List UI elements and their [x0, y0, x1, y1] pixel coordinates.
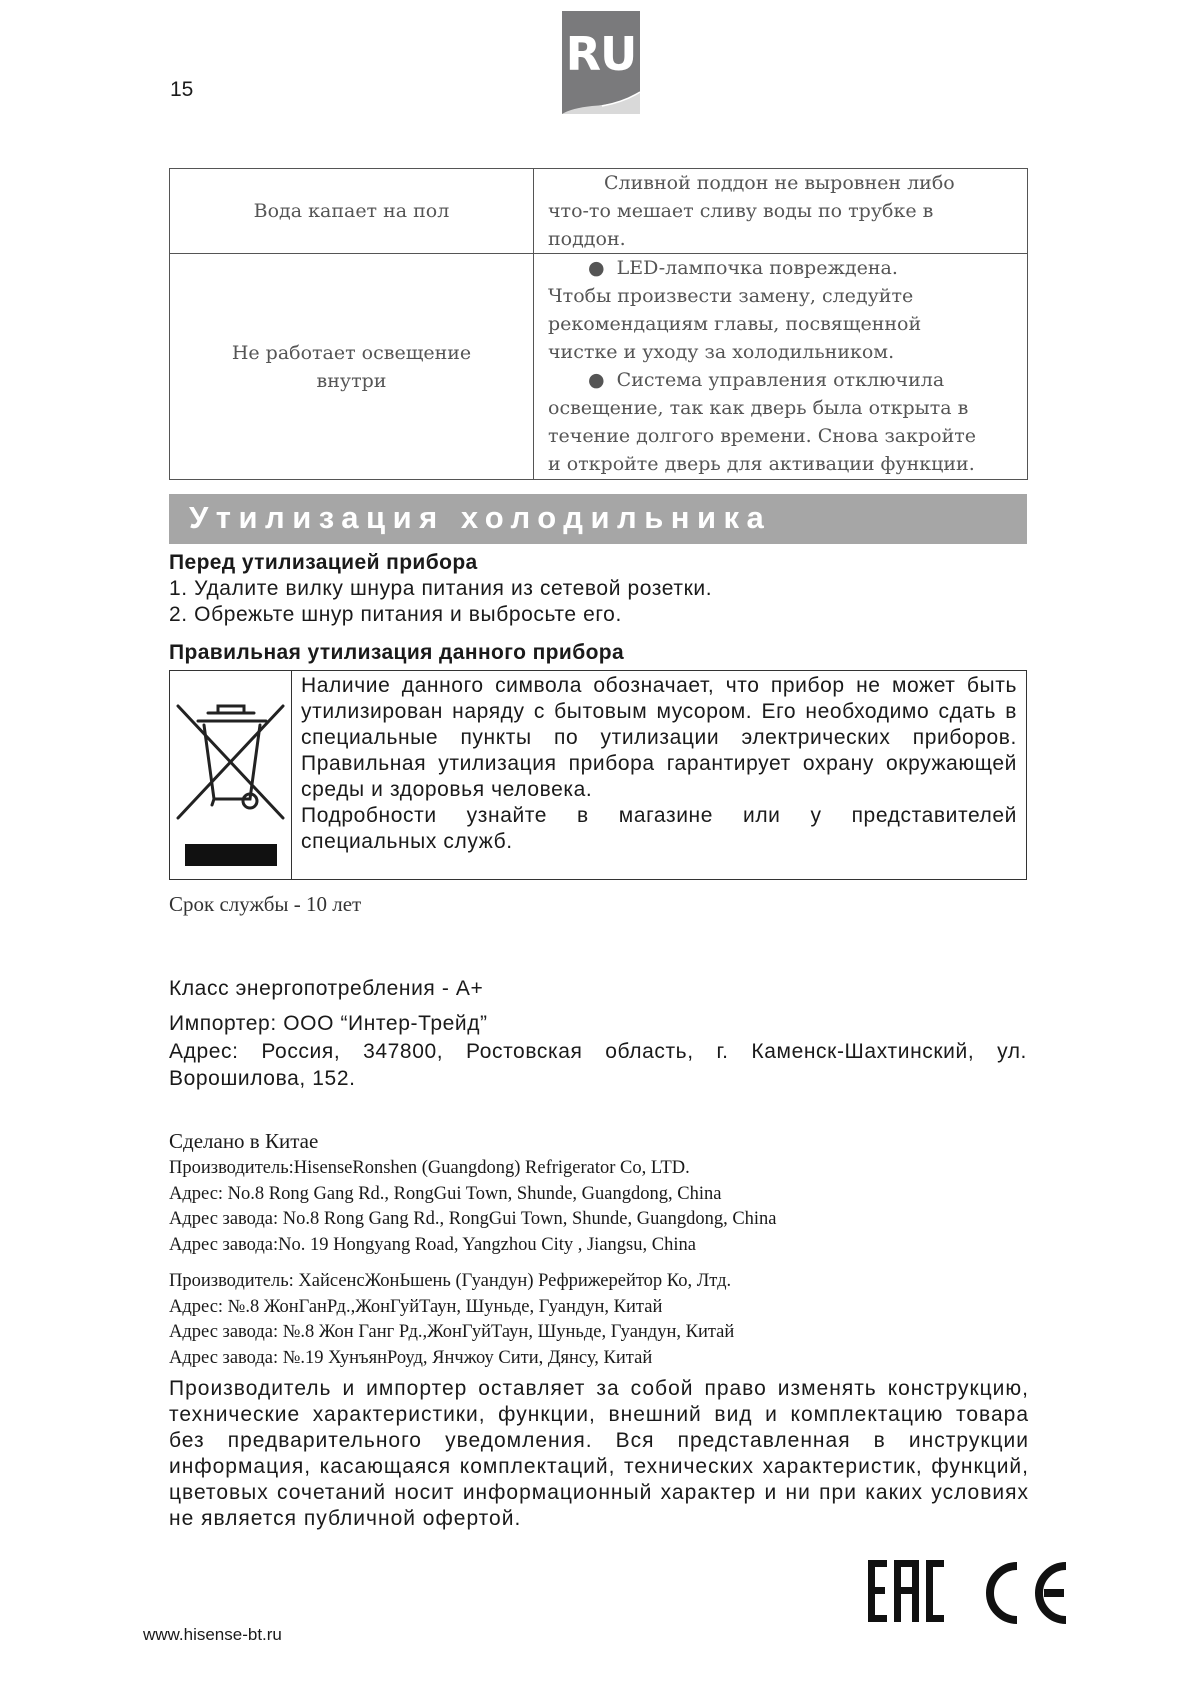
bullet-icon: ●: [588, 369, 617, 391]
page-number: 15: [170, 78, 194, 101]
language-badge: [562, 11, 640, 114]
manufacturer-line: Производитель: ХайсенсЖонЬшень (Гуандун) Рефрижерейтор Ко, Лтд.: [169, 1271, 732, 1291]
step-item: 2. Обрежьте шнур питания и выбросьте его.: [169, 603, 622, 626]
section-title-bar: [169, 494, 1027, 544]
disposal-info-box: [169, 670, 1027, 880]
troubleshooting-table: [169, 168, 1028, 480]
problem-cell: Вода капает на пол: [170, 169, 534, 254]
section-title: Утилизация холодильника: [189, 500, 772, 535]
disposal-description: Наличие данного символа обозначает, что прибор не может быть утилизирован наряду с бытовым мусором. Его необходимо сдать в специальные пункты по утилизации электрических приборов. Правильная утилизация прибора гарантирует охрану окружающей среды и здоровья человека.: [301, 674, 1017, 801]
disposal-details: Подробности узнайте в магазине или у представителей специальных служб.: [301, 804, 1017, 853]
crossed-out-wheelie-bin-icon: [170, 671, 291, 878]
service-life: Срок службы - 10 лет: [169, 892, 362, 916]
page-curl-icon: [562, 90, 640, 114]
step-item: 1. Удалите вилку шнура питания из сетевой розетки.: [169, 577, 713, 600]
eac-mark-icon: [868, 1560, 944, 1622]
importer-address: Адрес: Россия, 347800, Ростовская область, г. Каменск-Шахтинский, ул. Ворошилова, 152.: [169, 1040, 1027, 1090]
problem-cell: Не работает освещение внутри: [170, 254, 534, 480]
ce-mark-icon: [982, 1560, 1072, 1626]
manufacturer-line: Адрес завода: No.8 Rong Gang Rd., RongGui Town, Shunde, Guangdong, China: [169, 1209, 777, 1229]
manufacturer-line: Адрес завода: №.19 ХунъянРоуд, Янчжоу Сити, Дянсу, Китай: [169, 1347, 653, 1368]
proper-disposal-heading: Правильная утилизация данного прибора: [169, 641, 625, 664]
importer: Импортер: ООО “Интер-Трейд”: [169, 1012, 488, 1035]
manufacturer-line: Производитель:HisenseRonshen (Guangdong) Refrigerator Co, LTD.: [169, 1158, 690, 1178]
manufacturer-line: Адрес: №.8 ЖонГанРд.,ЖонГуйТаун, Шуньде, Гуандун, Китай: [169, 1296, 663, 1317]
manufacturer-line: Адрес: No.8 Rong Gang Rd., RongGui Town, Shunde, Guangdong, China: [169, 1183, 722, 1204]
table-row: [170, 169, 1028, 254]
manufacturer-ru-block: [169, 1269, 734, 1371]
language-code: RU: [565, 27, 637, 81]
table-row: [170, 254, 1028, 480]
energy-class: Класс энергопотребления - А+: [169, 977, 484, 1000]
solution-cell: Сливной поддон не выровнен либо что-то мешает сливу воды по трубке в поддон.: [534, 169, 1028, 254]
manufacturer-line: Адрес завода:No. 19 Hongyang Road, Yangzhou City , Jiangsu, China: [169, 1234, 696, 1255]
disclaimer: Производитель и импортер оставляет за собой право изменять конструкцию, технические характеристики, функции, внешний вид и комплектацию товара без предварительного уведомления. Вся представленная в инструкции информация, касающаяся комплектаций, технических характеристик, функций, цветовых сочетаний носит информационный характер и ни при каких условиях не является публичной офертой.: [169, 1377, 1029, 1530]
bullet-icon: ●: [588, 257, 617, 279]
before-disposal-heading: Перед утилизацией прибора: [169, 551, 478, 574]
website-link[interactable]: www.hisense-bt.ru: [143, 1625, 282, 1644]
icon-cell: [170, 671, 292, 879]
manufacturer-line: Адрес завода: №.8 Жон Ганг Рд.,ЖонГуйТаун, Шуньде, Гуандун, Китай: [169, 1322, 735, 1342]
manufacturer-en-block: [169, 1156, 777, 1258]
solution-cell: ● LED-лампочка повреждена. Чтобы произвести замену, следуйте рекомендациям главы, посвященной чистке и уходу за холодильником. ● Система управления отключила освещение, так как дверь была открыта в течение долгого времени. Снова закройте и откройте дверь для активации функции.: [534, 254, 1028, 480]
made-in: Сделано в Китае: [169, 1129, 319, 1153]
